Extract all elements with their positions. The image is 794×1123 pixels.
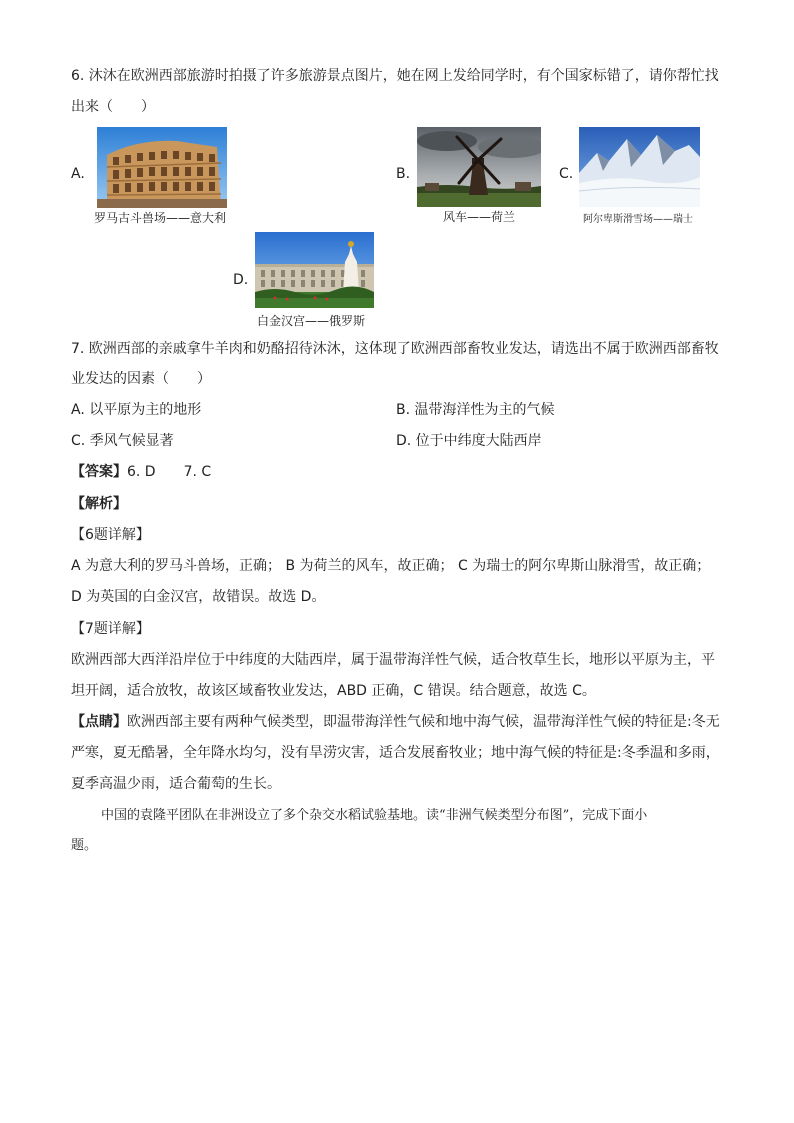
option-b-letter: B. xyxy=(396,166,411,182)
alps-photo xyxy=(579,127,700,207)
tip-text: 欧洲西部主要有两种气候类型，即温带海洋性气候和地中海气候，温带海洋性气候的特征是:冬无 xyxy=(127,714,720,730)
next-intro-line1: 中国的袁隆平团队在非洲设立了多个杂交水稻试验基地。读“非洲气候类型分布图”，完成下面小 xyxy=(101,808,648,823)
option-b-caption: 风车——荷兰 xyxy=(443,210,516,224)
colosseum-photo xyxy=(97,127,227,208)
detail6-line2: D 为英国的白金汉宫，故错误。故选 D。 xyxy=(71,589,326,605)
tip-label: 【点睛】 xyxy=(71,714,127,730)
windmill-photo xyxy=(417,127,541,207)
option-d-caption: 白金汉宫——俄罗斯 xyxy=(257,314,366,328)
q7-option-b: B. 温带海洋性为主的气候 xyxy=(396,402,555,418)
q7-option-a: A. 以平原为主的地形 xyxy=(71,402,202,418)
option-a-caption: 罗马古斗兽场——意大利 xyxy=(94,211,227,225)
palace-photo xyxy=(255,232,374,308)
next-intro-line2: 题。 xyxy=(71,838,98,853)
q7-option-d: D. 位于中纬度大陆西岸 xyxy=(396,433,542,449)
q7-option-c: C. 季风气候显著 xyxy=(71,433,174,449)
q6-stem-line1: 6. 沐沐在欧洲西部旅游时拍摄了许多旅游景点图片，她在网上发给同学时，有个国家标错了，请你帮忙找 xyxy=(71,68,719,84)
detail7-line2: 坦开阔，适合放牧，故该区域畜牧业发达，ABD 正确，C 错误。结合题意，故选 C。 xyxy=(71,683,596,699)
option-d-letter: D. xyxy=(233,272,249,288)
detail7-heading: 【7题详解】 xyxy=(71,621,150,637)
option-c-letter: C. xyxy=(559,166,574,182)
detail6-line1: A 为意大利的罗马斗兽场，正确； B 为荷兰的风车，故正确； C 为瑞士的阿尔卑斯山脉滑雪，故正确； xyxy=(71,558,711,574)
tip-line1 xyxy=(71,712,720,732)
option-a-letter: A. xyxy=(71,166,85,182)
q6-stem-line2: 出来（ ） xyxy=(71,99,155,115)
detail7-line1: 欧洲西部大西洋沿岸位于中纬度的大陆西岸，属于温带海洋性气候，适合牧草生长，地形以平原为主，平 xyxy=(71,652,715,668)
analysis-label: 【解析】 xyxy=(71,496,127,512)
q7-stem-line1: 7. 欧洲西部的亲戚拿牛羊肉和奶酪招待沐沐，这体现了欧洲西部畜牧业发达，请选出不属于欧洲西部畜牧 xyxy=(71,341,719,357)
answer-line xyxy=(71,462,211,482)
option-c-caption: 阿尔卑斯滑雪场——瑞士 xyxy=(583,214,693,225)
detail6-heading: 【6题详解】 xyxy=(71,527,150,543)
q7-stem-line2: 业发达的因素（ ） xyxy=(71,371,211,387)
answer-text: 6. D 7. C xyxy=(127,464,212,480)
tip-line3: 夏季高温少雨，适合葡萄的生长。 xyxy=(71,776,281,792)
tip-line2: 严寒，夏无酷暑，全年降水均匀，没有旱涝灾害，适合发展畜牧业；地中海气候的特征是:冬季温和多雨， xyxy=(71,745,720,761)
answer-label: 【答案】 xyxy=(71,464,127,480)
